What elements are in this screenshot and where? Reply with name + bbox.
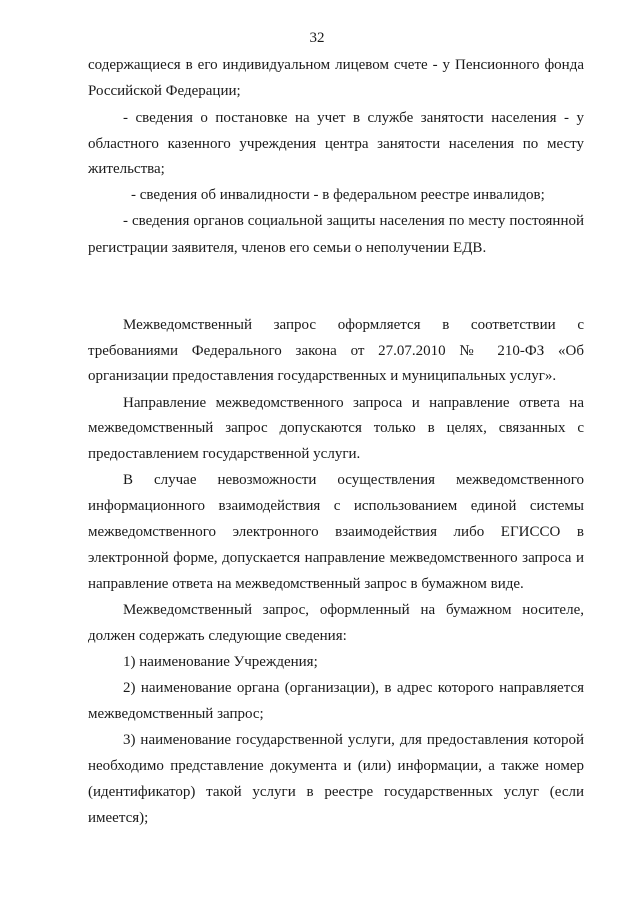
- text-line: Межведомственный запрос оформляется в соответствии с: [123, 317, 584, 333]
- text-line: межведомственный запрос допускаются только в целях, связанных с: [88, 420, 584, 436]
- text-line: Направление межведомственного запроса и направление ответа на: [123, 395, 584, 411]
- text-line: имеется);: [88, 810, 149, 826]
- text-line: Российской Федерации;: [88, 83, 241, 99]
- text-line: регистрации заявителя, членов его семьи о неполучении ЕДВ.: [88, 240, 487, 256]
- text-line: (идентификатор) такой услуги в реестре государственных услуг (если: [88, 784, 584, 800]
- text-line: - сведения об инвалидности - в федеральном реестре инвалидов;: [131, 187, 545, 203]
- text-line: Межведомственный запрос, оформленный на бумажном носителе,: [123, 602, 584, 618]
- text-line: межведомственный запрос;: [88, 706, 264, 722]
- text-line: электронной форме, допускается направление межведомственного запроса и: [88, 550, 584, 566]
- text-line: В случае невозможности осуществления межведомственного: [123, 472, 584, 488]
- text-line: организации предоставления государственных и муниципальных услуг».: [88, 368, 557, 384]
- page-number: 32: [309, 30, 325, 46]
- text-line: требованиями Федерального закона от 27.07.2010 № 210-ФЗ «Об: [88, 343, 584, 359]
- text-line: 1) наименование Учреждения;: [123, 654, 318, 670]
- text-line: направление ответа на межведомственный запрос в бумажном виде.: [88, 576, 524, 592]
- text-line: 3) наименование государственной услуги, для предоставления которой: [123, 732, 584, 748]
- text-line: - сведения органов социальной защиты населения по месту постоянной: [123, 213, 584, 229]
- text-line: - сведения о постановке на учет в службе занятости населения - у: [123, 110, 584, 126]
- text-line: жительства;: [88, 161, 165, 177]
- text-line: содержащиеся в его индивидуальном лицевом счете - у Пенсионного фонда: [88, 57, 584, 73]
- text-line: 2) наименование органа (организации), в адрес которого направляется: [123, 680, 584, 696]
- text-line: предоставлением государственной услуги.: [88, 446, 361, 462]
- text-line: информационного взаимодействия с использованием единой системы: [88, 498, 584, 514]
- text-line: необходимо представление документа и (или) информации, а также номер: [88, 758, 584, 774]
- text-line: областного казенного учреждения центра занятости населения по месту: [88, 136, 584, 152]
- text-line: межведомственного электронного взаимодействия либо ЕГИССО в: [88, 524, 584, 540]
- text-line: должен содержать следующие сведения:: [88, 628, 347, 644]
